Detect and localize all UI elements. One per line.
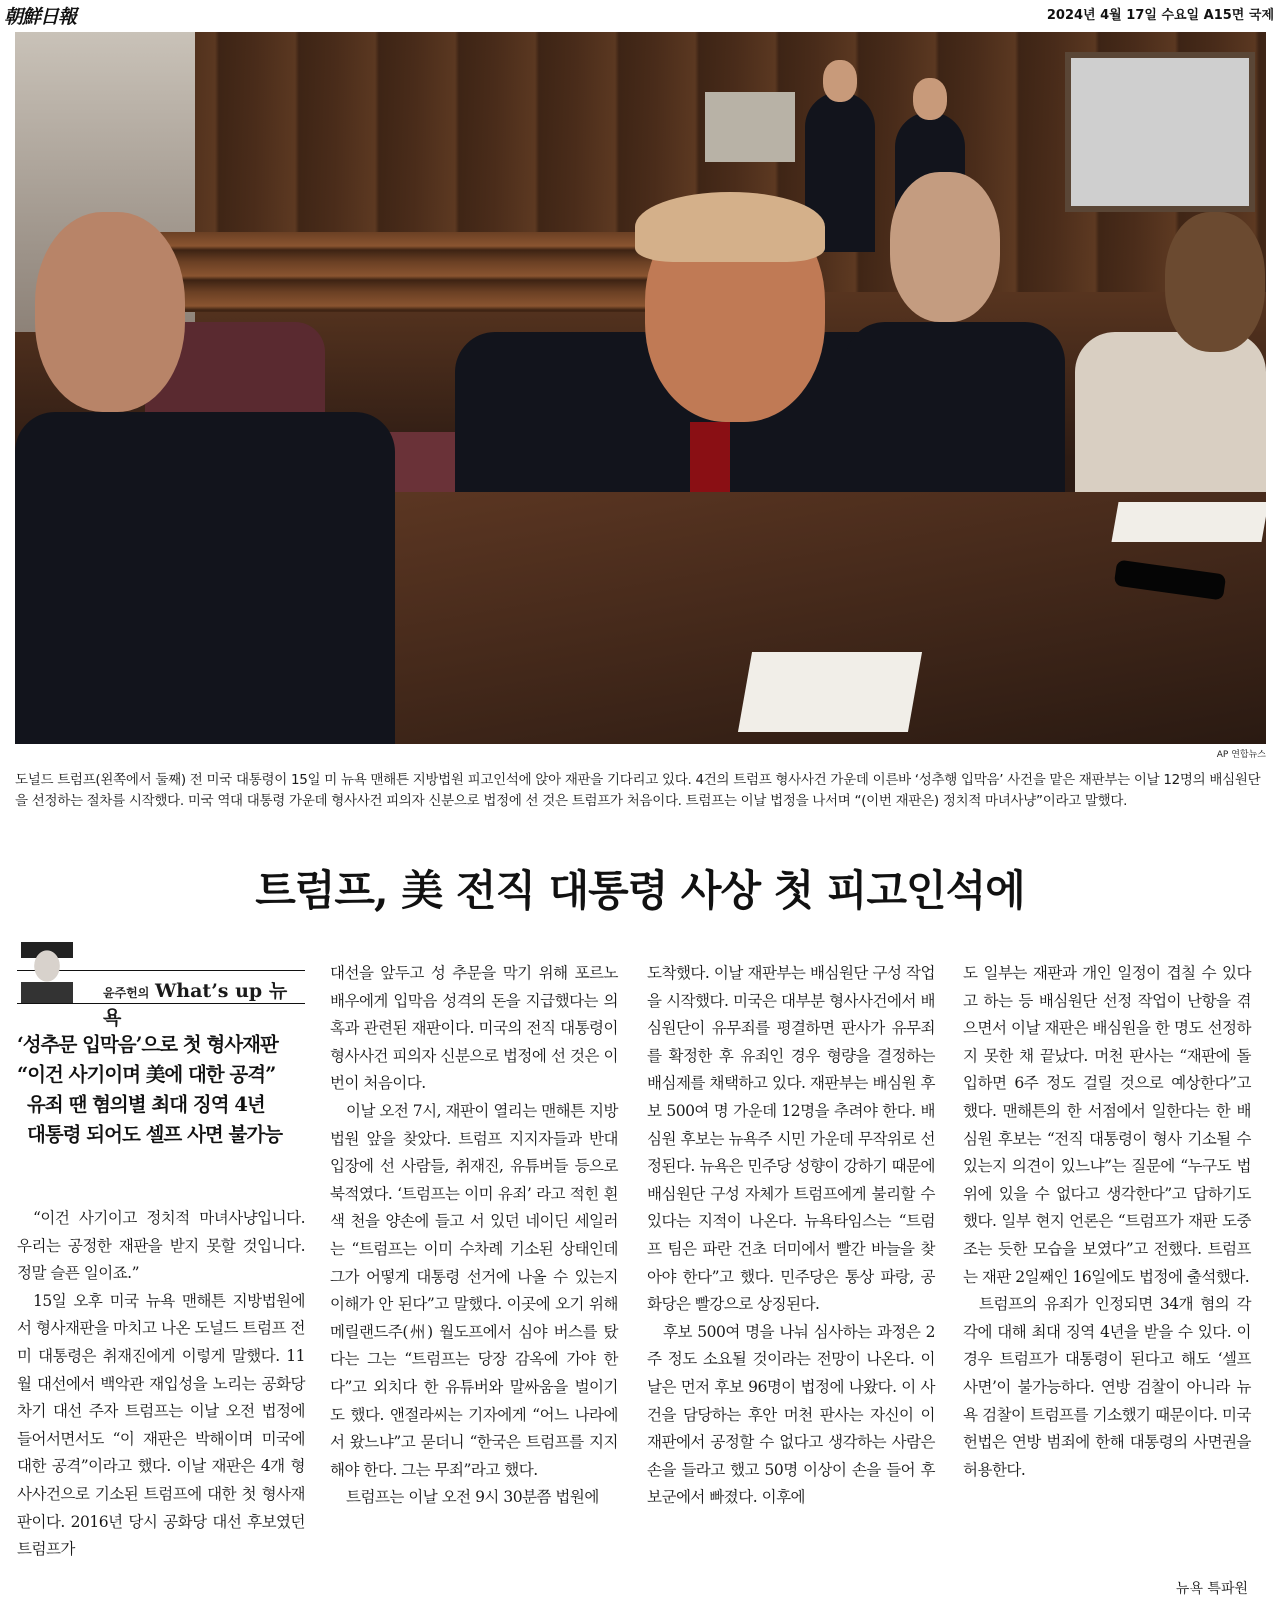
attorney-face-left — [35, 212, 185, 412]
series-title: What’s up 뉴욕 — [103, 980, 288, 1029]
paragraph: 도 일부는 재판과 개인 일정이 겹칠 수 있다고 하는 등 배심원단 선정 작업이 난항을 겪으면서 이날 재판은 배심원을 한 명도 선정하지 못한 채 끝났다. 머천 판사는 “재판에 돌입하면 6주 정도 걸릴 것으로 예상한다”고 했다. 맨해튼의 한 서점에서 일한다는 한 배심원 후보는 “전직 대통령이 형사 기소될 수 있는지 의견이 있느냐”는 질문에 “누구도 법 위에 있을 수 없다고 생각한다”고 답하기도 했다. 일부 현지 언론은 “트럼프가 재판 도중 조는 듯한 모습을 보였다”고 전했다. 트럼프는 재판 2일째인 16일에도 법정에 출석했다. — [963, 964, 1251, 1286]
masthead — [0, 0, 1280, 30]
photo-credit: AP 연합뉴스 — [1216, 750, 1266, 760]
subheadlines — [17, 1030, 305, 1150]
article-column-1 — [17, 1205, 305, 1564]
whiteboard — [1065, 52, 1255, 212]
author-name: 윤주헌의 — [103, 986, 150, 1000]
article-column-3 — [647, 960, 935, 1512]
trump-hair — [635, 192, 825, 262]
paragraph: 이날 오전 7시, 재판이 열리는 맨해튼 지방법원 앞을 찾았다. 트럼프 지지자들과 반대 입장에 선 사람들, 취재진, 유튜버들 등으로 북적였다. ‘트럼프는 이미 유죄’ 라고 적힌 흰색 천을 양손에 들고 서 있던 네이딘 세일러는 “트럼프는 이미 수차례 기소된 상태인데 그가 어떻게 대통령 선거에 나올 수 있는지 이해가 안 된다”고 말했다. 이곳에 오기 위해 메릴랜드주(州) 월도프에서 심야 버스를 탔다는 그는 “트럼프는 당장 감옥에 가야 한다”고 외치다 한 유튜버와 말싸움을 벌이기도 했다. 앤절라씨는 기자에게 “어느 나라에서 왔느냐”고 묻더니 “한국은 트럼프를 지지해야 한다. 그는 무죄”라고 했다. — [330, 1101, 618, 1479]
subheadline: 대통령 되어도 셀프 사면 불가능 — [27, 1123, 283, 1146]
paragraph: 15일 오후 미국 뉴욕 맨해튼 지방법원에서 형사재판을 마치고 나온 도널드 트럼프 전 미 대통령은 취재진에게 이렇게 말했다. 11월 대선에서 백악관 재입성을 노리는 공화당 차기 대선 주자 트럼프는 이날 오전 법정에 들어서면서도 “이 재판은 박해이며 미국에 대한 공격”이라고 했다. 이날 재판은 4개 형사사건으로 기소된 트럼프에 대한 첫 형사재판이다. 2016년 당시 공화당 대선 후보였던 트럼프가 — [17, 1291, 305, 1559]
kicker-rule — [17, 1003, 305, 1004]
subheadline: 유죄 땐 혐의별 최대 징역 4년 — [27, 1093, 265, 1116]
paragraph: 도착했다. 이날 재판부는 배심원단 구성 작업을 시작했다. 미국은 대부분 형사사건에서 배심원단이 유무죄를 평결하면 판사가 유무죄를 확정한 후 유죄인 경우 형량을 결정하는 배심제를 채택하고 있다. 재판부는 배심원 후보 500여 명 가운데 12명을 추려야 한다. 배심원 후보는 뉴욕주 시민 가운데 무작위로 선정된다. 뉴욕은 민주당 성향이 강하기 때문에 배심원단 구성 자체가 트럼프에게 불리할 수 있다는 지적이 나온다. 뉴욕타임스는 “트럼프 팀은 파란 건초 더미에서 빨간 바늘을 찾아야 한다”고 했다. 민주당은 통상 파랑, 공화당은 빨강으로 상징된다. — [647, 964, 935, 1314]
byline: 뉴욕 특파원 — [1175, 1581, 1248, 1597]
dateline: 2024년 4월 17일 수요일 A15면 국제 — [1046, 8, 1274, 23]
news-photo — [15, 32, 1266, 744]
paragraph: 트럼프의 유죄가 인정되면 34개 혐의 각각에 대해 최대 징역 4년을 받을 수 있다. 이 경우 트럼프가 대통령이 된다고 해도 ‘셀프 사면’이 불가능하다. 연방 검찰이 아니라 뉴욕 검찰이 트럼프를 기소했기 때문이다. 미국 헌법은 연방 범죄에 한해 대통령의 사면권을 허용한다. — [963, 1295, 1251, 1479]
paragraph: “이건 사기이고 정치적 마녀사냥입니다. 우리는 공정한 재판을 받지 못할 것입니다. 정말 슬픈 일이죠.” — [17, 1209, 305, 1283]
article-column-4 — [963, 960, 1251, 1484]
author-avatar — [21, 942, 73, 1004]
subheadline: “이건 사기이며 美에 대한 공격” — [17, 1063, 276, 1086]
wall-notice — [705, 92, 795, 162]
attorney-hair-woman — [1165, 212, 1265, 352]
paragraph: 트럼프는 이날 오전 9시 30분쯤 법원에 — [346, 1488, 599, 1507]
paragraph: 대선을 앞두고 성 추문을 막기 위해 포르노 배우에게 입막음 성격의 돈을 지급했다는 의혹과 관련된 재판이다. 미국의 전직 대통령이 형사사건 피의자 신분으로 법정에 선 것은 이번이 처음이다. — [330, 964, 618, 1093]
headline: 트럼프, 美 전직 대통령 사상 첫 피고인석에 — [255, 866, 1025, 915]
document-on-table — [1111, 502, 1266, 542]
paragraph: 후보 500여 명을 나눠 심사하는 과정은 2주 정도 소요될 것이라는 전망이 나온다. 이날은 먼저 후보 96명이 법정에 나왔다. 이 사건을 담당하는 후안 머천 판사는 자신이 이 재판에서 공정할 수 없다고 생각하는 사람은 손을 들라고 했고 50명 이상이 손을 들어 후보군에서 빠졌다. 이후에 — [647, 1322, 935, 1507]
officer-face — [823, 60, 857, 102]
photo-caption: 도널드 트럼프(왼쪽에서 둘째) 전 미국 대통령이 15일 미 뉴욕 맨해튼 지방법원 피고인석에 앉아 재판을 기다리고 있다. 4건의 트럼프 형사사건 가운데 이른바 ‘성추행 입막음’ 사건을 맡은 재판부는 이날 12명의 배심원단을 선정하는 절차를 시작했다. 미국 역대 대통령 가운데 형사사건 피의자 신분으로 법정에 선 것은 트럼프가 처음이다. 트럼프는 이날 법정을 나서며 “(이번 재판은) 정치적 마녀사냥”이라고 말했다. — [15, 772, 1261, 809]
document-on-table — [738, 652, 922, 732]
attorney-figure-left — [15, 412, 395, 744]
officer-face — [913, 78, 947, 120]
newspaper-logo: 朝鮮日報 — [4, 6, 77, 28]
attorney-face-right — [890, 172, 1000, 322]
article-column-2 — [330, 960, 618, 1512]
column-kicker — [17, 940, 305, 1029]
subheadline: ‘성추문 입막음’으로 첫 형사재판 — [17, 1033, 278, 1056]
